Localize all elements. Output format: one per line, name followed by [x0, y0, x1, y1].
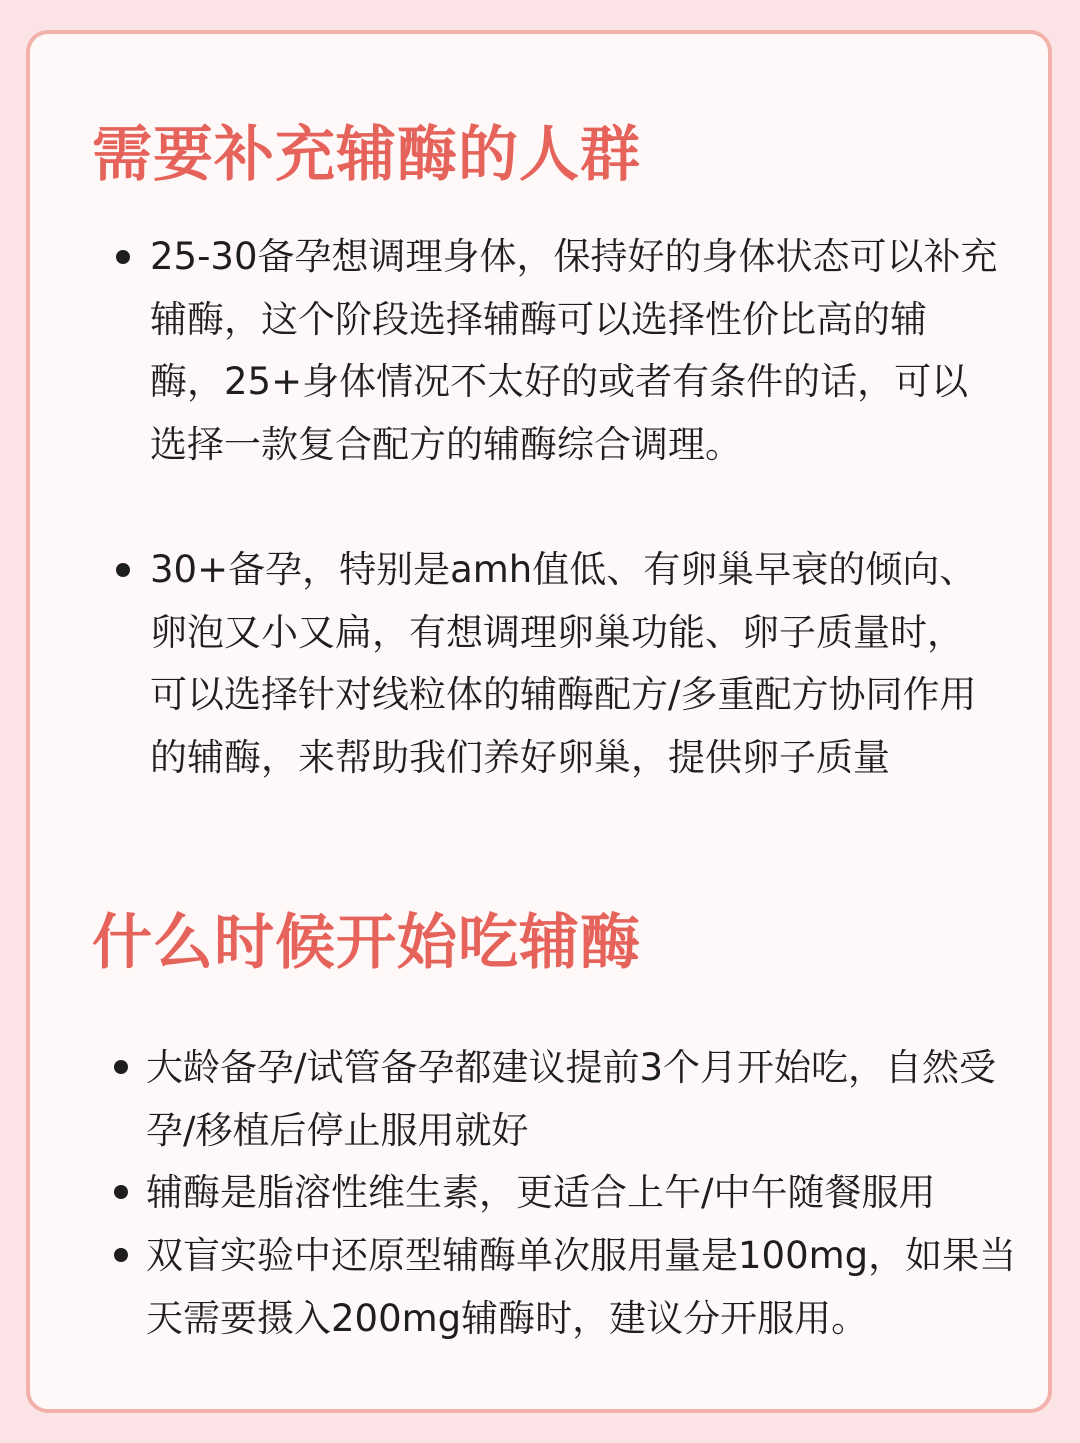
list-item-text: 大龄备孕/试管备孕都建议提前3个月开始吃，自然受孕/移植后停止服用就好 [146, 1046, 997, 1152]
list-item [150, 226, 1000, 476]
list-item-text: 25-30备孕想调理身体，保持好的身体状态可以补充辅酶，这个阶段选择辅酶可以选择性价比高的辅酶，25+身体情况不太好的或者有条件的话，可以选择一款复合配方的辅酶综合调理。 [150, 235, 998, 466]
list-item-text: 30+备孕，特别是amh值低、有卵巢早衰的倾向、卵泡又小又扁，有想调理卵巢功能、卵子质量时，可以选择针对线粒体的辅酶配方/多重配方协同作用的辅酶，来帮助我们养好卵巢，提供卵子质量 [150, 548, 977, 779]
list-item [146, 1036, 1026, 1162]
list-item-text: 辅酶是脂溶性维生素，更适合上午/中午随餐服用 [146, 1171, 936, 1214]
list-item-text: 双盲实验中还原型辅酶单次服用量是100mg，如果当天需要摄入200mg辅酶时，建议分开服用。 [146, 1234, 1017, 1340]
bullet-dot-icon [114, 1248, 128, 1262]
bullet-dot-icon [114, 1185, 128, 1199]
bullet-dot-icon [116, 250, 130, 264]
list-item [150, 539, 1000, 789]
section-heading-target-groups: 需要补充辅酶的人群 [92, 120, 641, 190]
list-item [146, 1224, 1026, 1350]
bullet-dot-icon [114, 1060, 128, 1074]
content-card [26, 30, 1052, 1413]
list-item [146, 1161, 1026, 1224]
bullet-dot-icon [116, 563, 130, 577]
section-heading-when-to-start: 什么时候开始吃辅酶 [92, 908, 641, 978]
